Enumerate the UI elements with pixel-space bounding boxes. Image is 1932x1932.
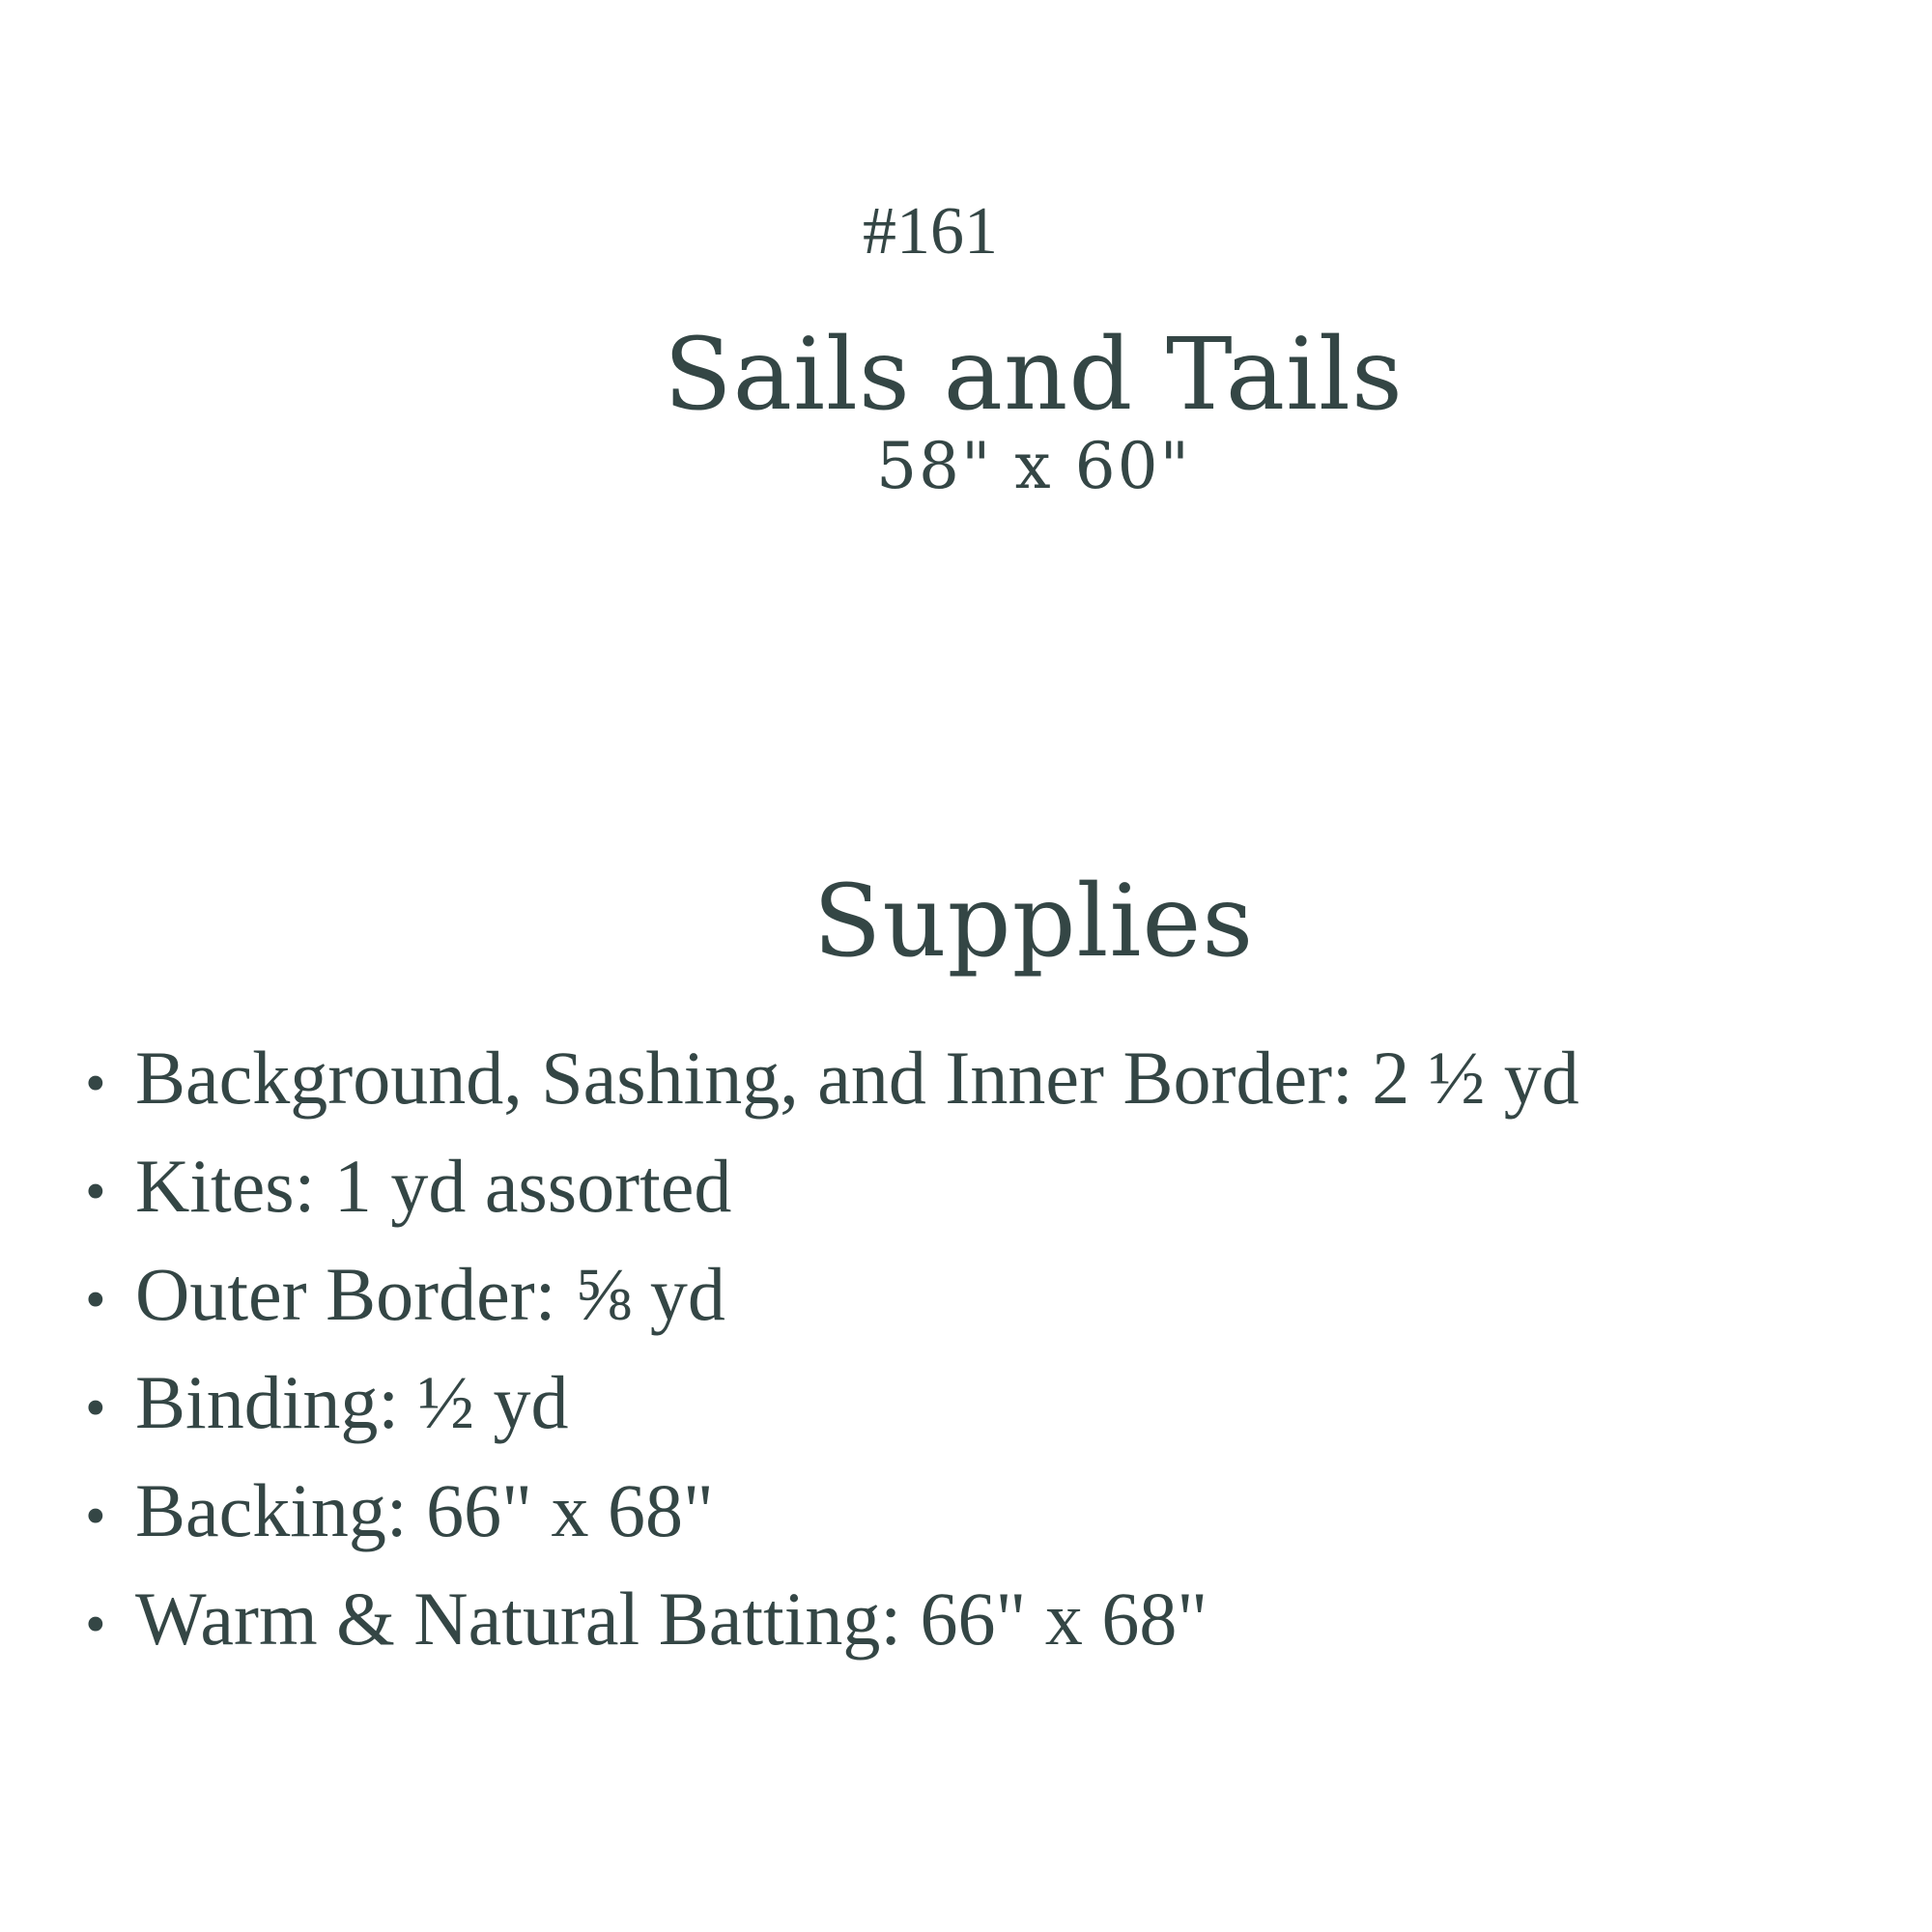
bullet: •	[85, 1267, 106, 1333]
supply-item	[85, 1243, 1579, 1351]
pattern-size: 58" x 60"	[876, 429, 1191, 503]
supply-item	[85, 1135, 1579, 1243]
supply-item	[85, 1568, 1579, 1676]
bullet: •	[85, 1484, 106, 1549]
pattern-number: #161	[863, 194, 998, 269]
bullet: •	[85, 1592, 106, 1658]
supplies-list	[85, 1027, 1579, 1676]
supply-item-text: Background, Sashing, and Inner Border: 2 ½ yd	[135, 1036, 1579, 1120]
pattern-title: Sails and Tails	[664, 317, 1404, 433]
bullet: •	[85, 1159, 106, 1225]
bullet: •	[85, 1376, 106, 1441]
supply-item-text: Warm & Natural Batting: 66" x 68"	[135, 1577, 1208, 1661]
supply-item-text: Backing: 66" x 68"	[135, 1468, 714, 1552]
bullet: •	[85, 1051, 106, 1117]
supply-item-text: Outer Border: ⅝ yd	[135, 1252, 725, 1336]
supply-item	[85, 1351, 1579, 1460]
supply-item	[85, 1027, 1579, 1135]
supply-item-text: Binding: ½ yd	[135, 1360, 569, 1444]
supplies-heading: Supplies	[812, 864, 1255, 980]
supply-item	[85, 1460, 1579, 1568]
supply-item-text: Kites: 1 yd assorted	[135, 1144, 732, 1228]
